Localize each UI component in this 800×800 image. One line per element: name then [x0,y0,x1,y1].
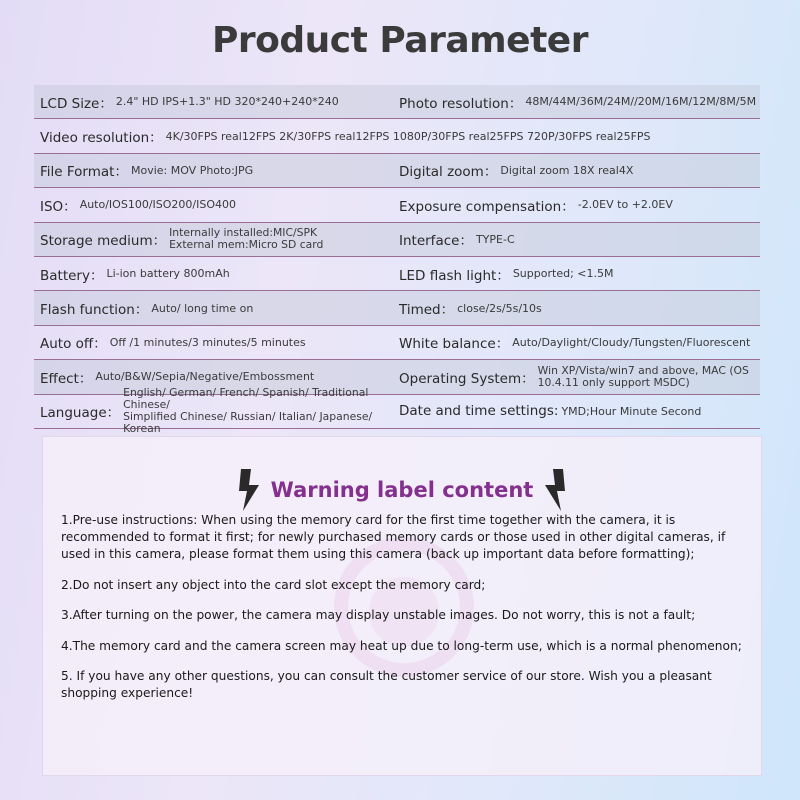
warning-item: 5. If you have any other questions, you can consult the customer service of our store. Wish you a pleasant shopping experience! [61,669,712,700]
spec-row [34,386,760,436]
spec-value: YMD;Hour Minute Second [561,404,702,418]
spec-row [34,257,760,291]
spec-label: Photo resolution： [399,95,523,112]
warning-item: 1.Pre-use instructions: When using the memory card for the first time together with the camera, it is recommended to format it first; for newly purchased memory cards or those used in other digital cameras, if used in this camera, please format them using this camera (back up important data before formatting); [61,513,726,561]
spec-value: Auto/B&W/Sepia/Negative/Embossment [95,370,315,384]
spec-value: TYPE-C [475,232,515,246]
spec-label: ISO： [40,198,77,215]
spec-value: Auto/Daylight/Cloudy/Tungsten/Fluorescent [512,335,751,349]
page-title: Product Parameter [212,20,588,61]
spec-label: Language： [40,405,121,422]
lightning-bolt-icon [541,467,567,513]
spec-value: Li-ion battery 800mAh [106,267,230,281]
spec-label: Effect： [40,370,93,387]
warning-item: 2.Do not insert any object into the card slot except the memory card; [61,577,486,592]
spec-value: Digital zoom 18X real4X [500,163,634,177]
spec-label: Battery： [40,267,104,284]
warning-panel [42,436,762,776]
spec-label: Interface： [399,233,473,250]
spec-row [34,85,760,119]
spec-value-line: Win XP/Vista/win7 and above, MAC (OS [537,363,749,377]
spec-row [34,326,760,360]
spec-value-line: English/ German/ French/ Spanish/ Traditional Chinese/ [123,386,369,412]
spec-label: LED flash light： [399,267,510,284]
spec-label: Storage medium： [40,233,167,250]
lightning-bolt-icon [237,467,263,513]
warning-title: Warning label content [270,478,534,502]
spec-value: Supported; <1.5M [512,267,614,281]
spec-value: Auto/IOS100/ISO200/ISO400 [79,198,236,212]
warning-list [61,512,743,716]
spec-value: 48M/44M/36M/24M//20M/16M/12M/8M/5M [525,95,757,109]
spec-label: Date and time settings: [399,403,559,420]
spec-value [538,365,749,389]
spec-value: 4K/30FPS real12FPS 2K/30FPS real12FPS 1080P/30FPS real25FPS 720P/30FPS real25FPS [165,129,651,143]
spec-value: -2.0EV to +2.0EV [577,198,673,212]
spec-row [34,154,760,188]
spec-value-line: Internally installed:MIC/SPK [169,226,318,240]
spec-label: LCD Size： [40,95,113,112]
spec-label: File Format： [40,164,128,181]
warning-header [43,465,761,515]
spec-label: Operating System： [399,370,535,387]
spec-label: Video resolution： [40,130,163,147]
spec-row [34,119,760,153]
spec-value-line: 10.4.11 only support MSDC) [537,375,690,389]
spec-label: Exposure compensation： [399,198,575,215]
spec-label: Auto off： [40,336,107,353]
warning-item: 3.After turning on the power, the camera may display unstable images. Do not worry, this is not a fault; [61,608,696,622]
spec-value: close/2s/5s/10s [457,301,542,315]
warning-item: 4.The memory card and the camera screen may heat up due to long-term use, which is a normal phenomenon; [61,638,742,653]
spec-value: 2.4" HD IPS+1.3" HD 320*240+240*240 [115,95,339,109]
spec-value-line: External mem:Micro SD card [169,238,324,252]
spec-label: Digital zoom： [399,164,498,181]
spec-value [169,227,323,251]
spec-value [123,387,396,435]
spec-label: Timed： [399,302,455,319]
spec-value: Movie: MOV Photo:JPG [130,163,254,177]
spec-row [34,223,760,257]
spec-value: Auto/ long time on [151,301,254,315]
spec-value: Off /1 minutes/3 minutes/5 minutes [109,335,306,349]
spec-row [34,291,760,325]
spec-row [34,188,760,222]
spec-label: Flash function： [40,302,149,319]
spec-label: White balance： [399,336,510,353]
spec-table [34,85,760,436]
spec-value-line: Simplified Chinese/ Russian/ Italian/ Japanese/ Korean [123,410,373,436]
